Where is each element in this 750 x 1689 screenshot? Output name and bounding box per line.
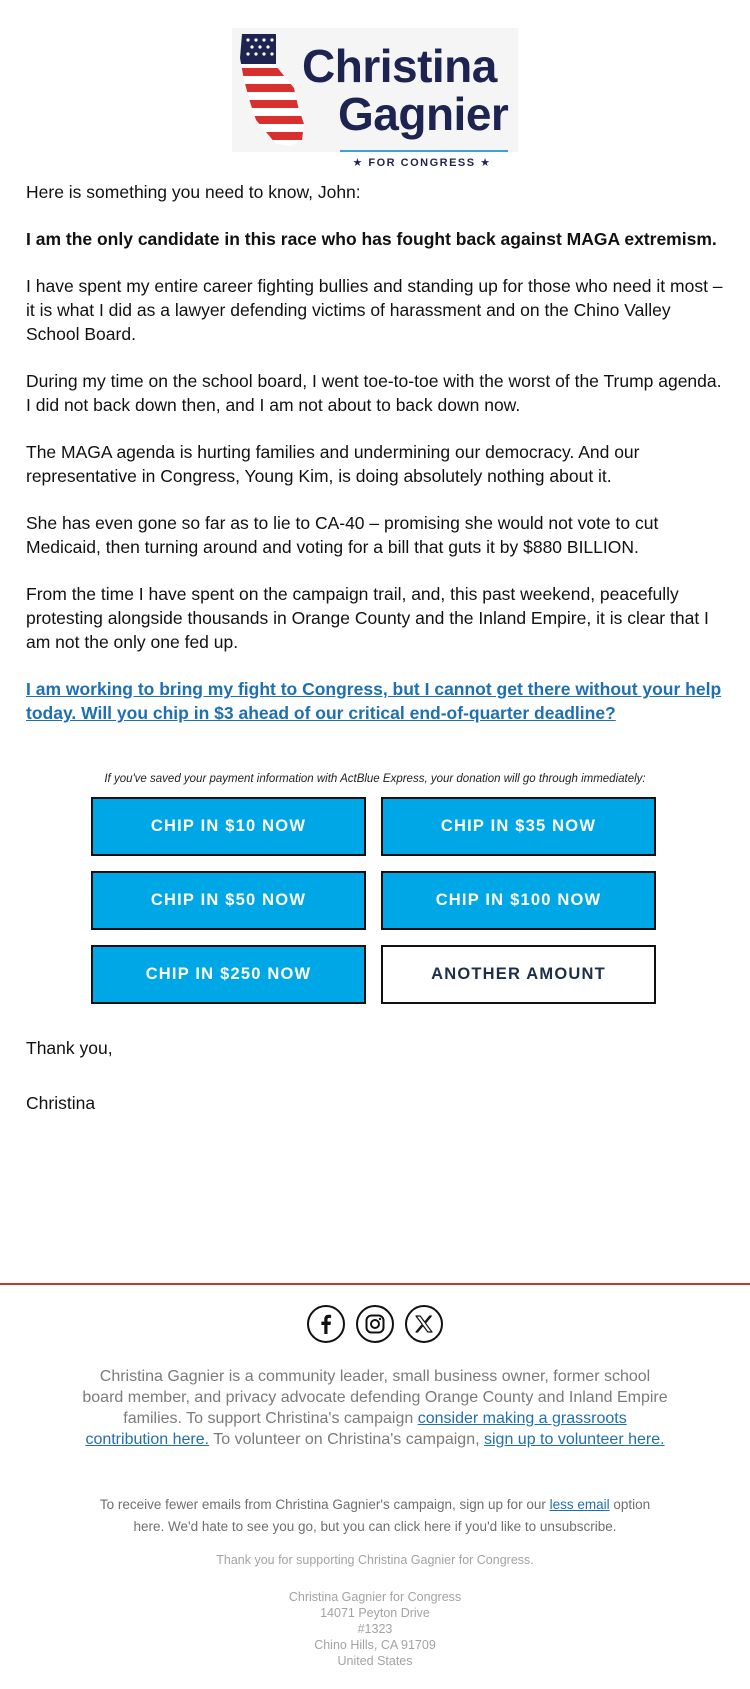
greeting: Here is something you need to know, John: — [26, 182, 361, 202]
instagram-link[interactable] — [356, 1305, 394, 1343]
chip-in-10-button[interactable]: CHIP IN $10 NOW — [91, 797, 366, 856]
footer-divider — [0, 1283, 750, 1285]
address-org: Christina Gagnier for Congress — [288, 1590, 462, 1604]
signoff — [26, 1036, 113, 1146]
address-street: 14071 Peyton Drive — [320, 1606, 430, 1620]
paragraph-campaign-trail: From the time I have spent on the campaign trail, and, this past weekend, peacefully protesting alongside thousands in Orange County and the Inland Empire, it is clear that I am not the only one fed up. — [26, 584, 709, 652]
x-twitter-link[interactable] — [405, 1305, 443, 1343]
address-city: Chino Hills, CA 91709 — [314, 1638, 436, 1652]
address-country: United States — [337, 1654, 413, 1668]
about-text: Christina Gagnier is a community leader, small business owner, former school board member, and privacy advocate defending Orange County and Inland Empire families. To support Christina's campaign — [82, 1368, 668, 1427]
logo-name-last: Gagnier — [338, 88, 509, 140]
about-candidate — [80, 1366, 670, 1450]
chip-in-35-button[interactable]: CHIP IN $35 NOW — [381, 797, 656, 856]
volunteer-text: To volunteer on Christina's campaign, — [213, 1431, 480, 1448]
donate-cta-link[interactable]: I am working to bring my fight to Congress, but I cannot get there without your help today. Will you chip in $3 ahead of our critical end-of-quarter deadline? — [26, 679, 722, 723]
fewer-emails-prefix: To receive fewer emails from Christina Gagnier's campaign, sign up for our — [99, 1497, 546, 1512]
chip-in-50-button[interactable]: CHIP IN $50 NOW — [91, 871, 366, 930]
fewer-emails-suffix: option here. We'd hate to see you go, but you can click here if you'd like to unsubscribe. — [133, 1497, 651, 1534]
paragraph-career: I have spent my entire career fighting bullies and standing up for those who need it most – it is what I did as a lawyer defending victims of harassment and on the Chino Valley School Board. — [26, 276, 723, 344]
instagram-icon — [364, 1313, 386, 1335]
signoff-thanks: Thank you, — [26, 1038, 113, 1058]
x-twitter-icon — [413, 1313, 435, 1335]
fewer-emails-note — [90, 1494, 660, 1538]
logo-rule — [340, 150, 508, 152]
mailing-address — [0, 1589, 750, 1669]
paragraph-school-board: During my time on the school board, I went toe-to-toe with the worst of the Trump agenda. I did not back down then, and I am not about to back down now. — [26, 371, 722, 415]
logo-wordmark — [302, 42, 516, 138]
facebook-icon — [316, 1313, 336, 1335]
paragraph-maga-agenda: The MAGA agenda is hurting families and undermining our democracy. And our representative in Congress, Young Kim, is doing absolutely nothing about it. — [26, 442, 640, 486]
footer-thanks: Thank you for supporting Christina Gagnier for Congress. — [216, 1553, 534, 1567]
address-unit: #1323 — [357, 1622, 393, 1636]
chip-in-250-button[interactable]: CHIP IN $250 NOW — [91, 945, 366, 1004]
chip-in-100-button[interactable]: CHIP IN $100 NOW — [381, 871, 656, 930]
logo-tagline: ★ FOR CONGRESS ★ — [352, 157, 492, 169]
facebook-link[interactable] — [307, 1305, 345, 1343]
email-body — [26, 180, 726, 748]
bold-statement: I am the only candidate in this race who has fought back against MAGA extremism. — [26, 229, 717, 249]
logo-name-first: Christina — [302, 40, 497, 92]
contribute-link[interactable]: consider making a grassroots contribution here. — [85, 1410, 627, 1448]
logo-container — [0, 28, 750, 169]
california-flag-icon — [232, 28, 312, 152]
paragraph-medicaid: She has even gone so far as to lie to CA-40 – promising she would not vote to cut Medicaid, then turning around and voting for a bill that guts it by $880 BILLION. — [26, 513, 659, 557]
less-email-link[interactable]: less email — [549, 1497, 610, 1512]
signoff-name: Christina — [26, 1093, 96, 1113]
actblue-express-note: If you've saved your payment information with ActBlue Express, your donation will go through immediately: — [104, 773, 646, 785]
campaign-logo — [232, 28, 518, 169]
volunteer-link[interactable]: sign up to volunteer here. — [484, 1431, 665, 1448]
another-amount-button[interactable]: ANOTHER AMOUNT — [381, 945, 656, 1004]
